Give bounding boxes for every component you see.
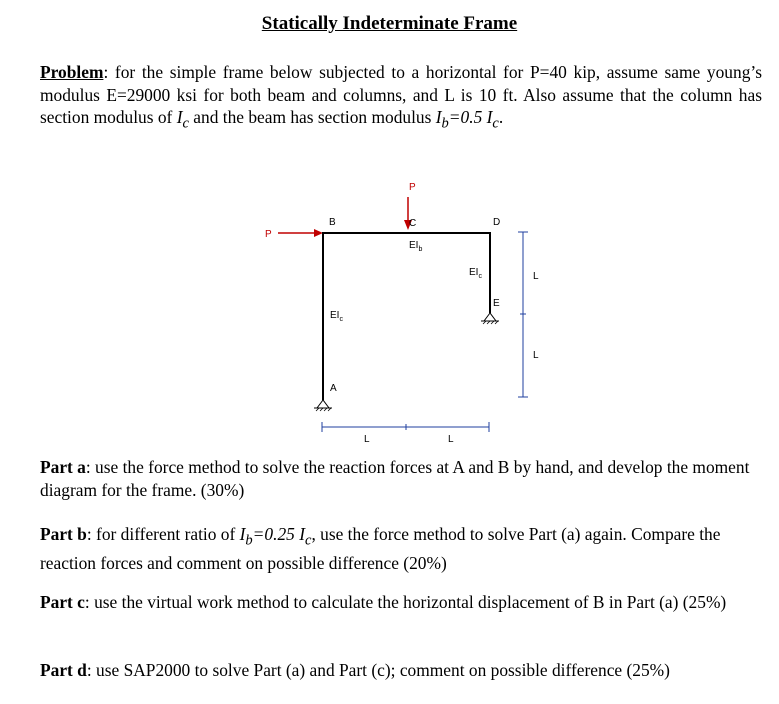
part-b-ratio: $I_b=0.25$ $I_c$ (239, 524, 312, 549)
node-c-label: C (409, 218, 417, 229)
ic-symbol: $I_c$ (176, 107, 189, 132)
part-c (40, 591, 762, 614)
part-b: Part b: for different ratio of $I_b=0.25$ $I_c$, use the force method to solve Part (a) again. Compare the reaction forces and comment on possible difference (20%) (40, 524, 721, 574)
part-c-label: Part c (40, 592, 85, 612)
node-a-label: A (330, 383, 337, 394)
load-p-horizontal-label: P (265, 229, 272, 240)
dimension-right-bottom-label: L (533, 350, 539, 361)
part-a-text: : use the force method to solve the reaction forces at A and B by hand, and develop the moment diagram for the frame. (30%) (40, 457, 750, 500)
node-b-label: B (329, 217, 336, 228)
part-d-text: : use SAP2000 to solve Part (a) and Part (c); comment on possible difference (25%) (86, 660, 670, 680)
dimension-right-top-label: L (533, 271, 539, 282)
problem-text-2: and the beam has section modulus (188, 107, 436, 128)
part-a-label: Part a (40, 457, 86, 477)
problem-end: . (498, 107, 504, 128)
page-title: Statically Indeterminate Frame (261, 13, 518, 34)
left-column-ei-label: $EI_c$ (330, 310, 343, 323)
dimension-bottom-right-label: L (448, 434, 454, 445)
ib-symbol: $I_b=0.5$ $I_c$ (435, 107, 499, 132)
pin-support-a (314, 400, 332, 411)
part-a (40, 456, 762, 501)
load-p-vertical-label: P (409, 182, 416, 193)
dimension-right (518, 232, 528, 397)
part-d-label: Part d (40, 660, 87, 680)
dimension-bottom (322, 422, 489, 432)
pin-support-e (481, 313, 499, 324)
node-e-label: E (493, 298, 500, 309)
part-b-label: Part b (40, 524, 87, 544)
node-d-label: D (493, 217, 501, 228)
right-column-ei-label: $EI_c$ (469, 267, 482, 280)
beam-ei-label: $EI_b$ (409, 240, 423, 253)
problem-label: Problem (40, 62, 104, 82)
part-c-text: : use the virtual work method to calculate the horizontal displacement of B in Part (a) (25%) (84, 592, 727, 612)
load-p-horizontal-arrowhead (314, 229, 323, 237)
problem-text-1: : for the simple frame below subjected to a horizontal for P=40 kip, assume same young’s modulus E=29000 ksi for both beam and columns, and L is 10 ft. Also assume that the column has section modulus of (40, 62, 762, 128)
dimension-bottom-left-label: L (364, 434, 370, 445)
part-d (40, 659, 775, 682)
